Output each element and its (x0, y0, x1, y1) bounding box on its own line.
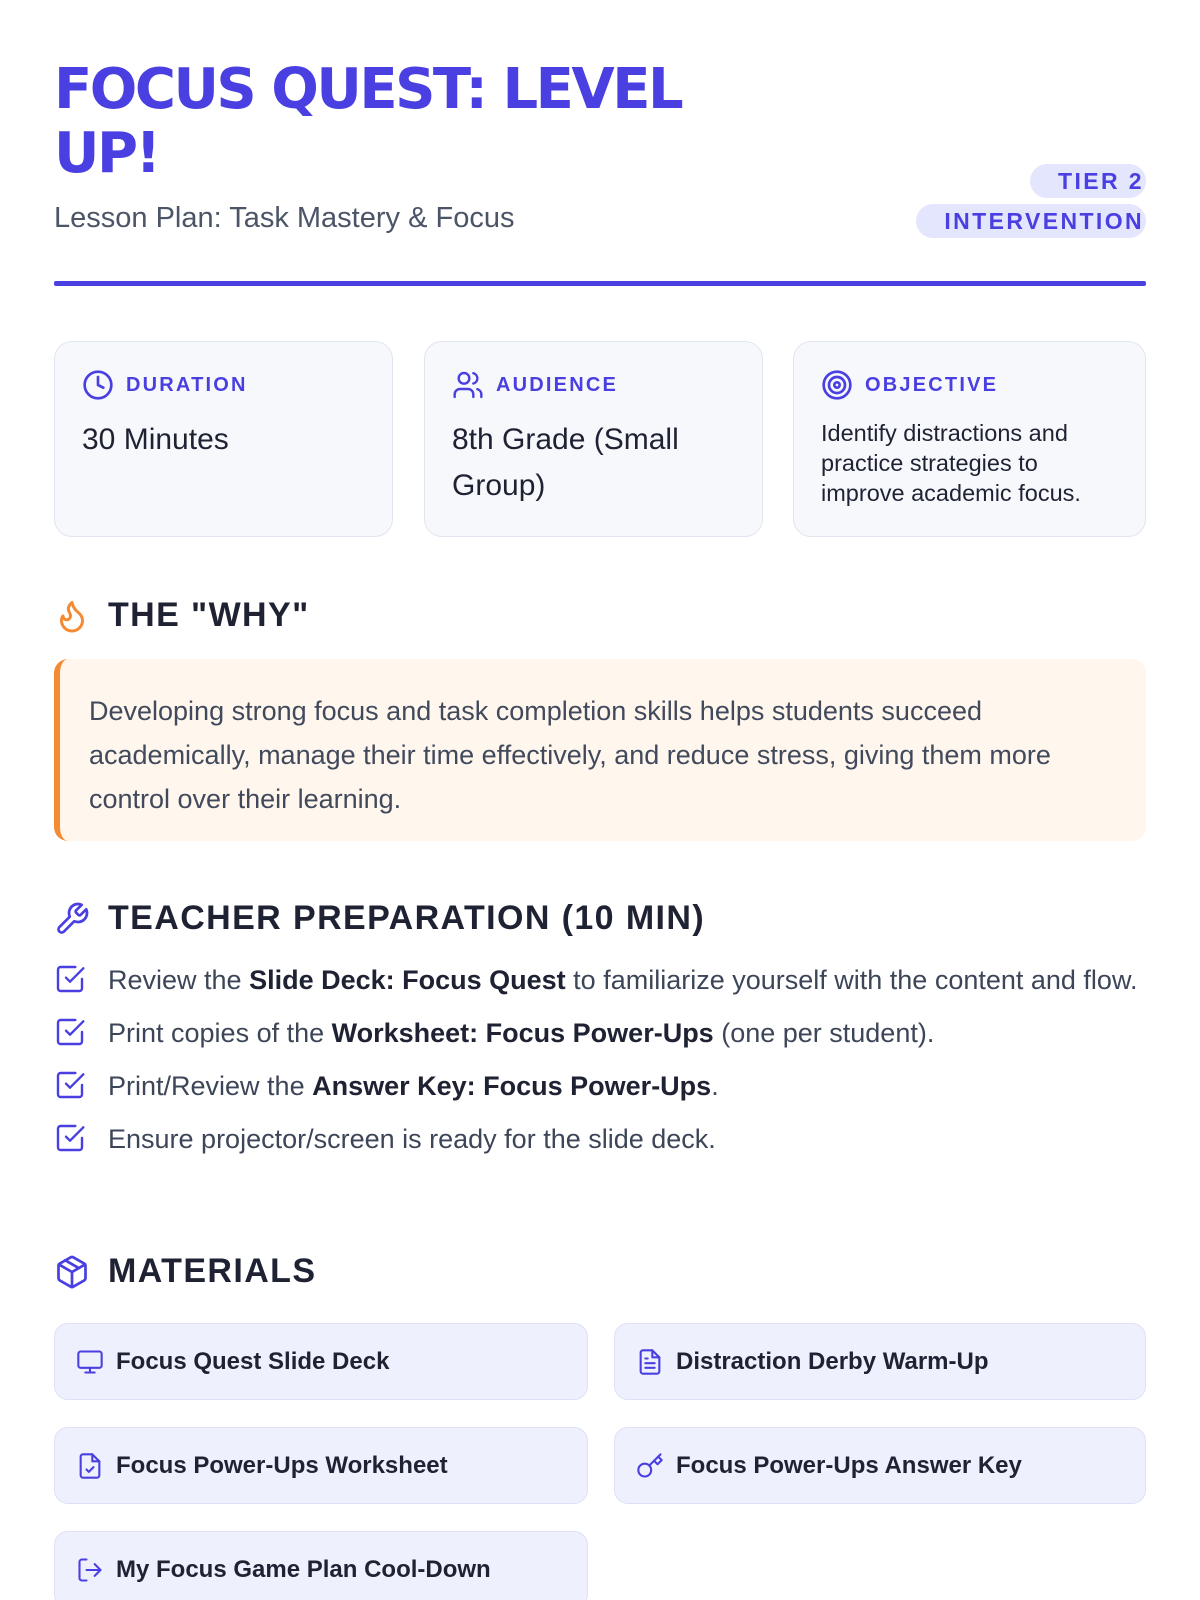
tier-badge (914, 161, 1146, 241)
document-icon (636, 1348, 664, 1376)
preparation-checklist (54, 960, 1146, 1172)
flame-icon (54, 598, 90, 634)
audience-card (424, 341, 763, 537)
checklist-item (54, 1013, 1146, 1053)
audience-label: AUDIENCE (496, 373, 619, 396)
why-heading-label: THE "WHY" (108, 596, 310, 634)
material-slide-deck[interactable] (54, 1323, 588, 1400)
page-title: FOCUS QUEST: LEVEL UP! (54, 57, 682, 186)
check-square-icon (54, 1016, 86, 1048)
clock-icon (82, 369, 114, 401)
users-icon (452, 369, 484, 401)
check-square-icon (54, 1069, 86, 1101)
material-worksheet[interactable] (54, 1427, 588, 1504)
header-divider (54, 281, 1146, 286)
key-icon (636, 1452, 664, 1480)
materials-heading-label: MATERIALS (108, 1252, 317, 1290)
checklist-item-text: Print copies of the Worksheet: Focus Power-Ups (one per student). (108, 1018, 935, 1048)
preparation-heading (54, 899, 705, 938)
wrench-icon (54, 901, 90, 937)
material-cool-down[interactable] (54, 1531, 588, 1600)
checklist-item (54, 1119, 1146, 1159)
material-label: Focus Quest Slide Deck (116, 1347, 390, 1375)
preparation-heading-label: TEACHER PREPARATION (10 MIN) (108, 899, 706, 937)
materials-heading (54, 1252, 316, 1291)
material-label: Distraction Derby Warm-Up (676, 1347, 989, 1375)
duration-card (54, 341, 393, 537)
duration-label: DURATION (126, 373, 248, 396)
material-warm-up[interactable] (614, 1323, 1146, 1400)
objective-label: OBJECTIVE (865, 373, 999, 396)
checklist-item (54, 960, 1146, 1000)
material-answer-key[interactable] (614, 1427, 1146, 1504)
monitor-icon (76, 1348, 104, 1376)
check-square-icon (54, 963, 86, 995)
checklist-item-text: Review the Slide Deck: Focus Quest to familiarize yourself with the content and flow. (108, 965, 1138, 995)
check-square-icon (54, 1122, 86, 1154)
lesson-plan-page (54, 0, 1146, 1600)
target-icon (821, 369, 853, 401)
file-check-icon (76, 1452, 104, 1480)
objective-card (793, 341, 1146, 537)
tier-badge-label: TIER 2 INTERVENTION (916, 164, 1146, 238)
why-callout (54, 659, 1146, 841)
log-out-icon (76, 1556, 104, 1584)
material-label: Focus Power-Ups Worksheet (116, 1451, 448, 1479)
audience-value: 8th Grade (Small Group) (452, 423, 679, 502)
why-heading (54, 596, 310, 635)
page-subtitle: Lesson Plan: Task Mastery & Focus (54, 202, 515, 234)
package-icon (54, 1254, 90, 1290)
material-label: My Focus Game Plan Cool-Down (116, 1555, 491, 1583)
checklist-item-text: Ensure projector/screen is ready for the slide deck. (108, 1124, 716, 1154)
objective-value: Identify distractions and practice strategies to improve academic focus. (821, 420, 1081, 506)
material-label: Focus Power-Ups Answer Key (676, 1451, 1022, 1479)
duration-value: 30 Minutes (82, 423, 229, 456)
checklist-item (54, 1066, 1146, 1106)
why-text: Developing strong focus and task completion skills helps students succeed academically, manage their time effectively, and reduce stress, giving them more control over their learning. (89, 696, 1051, 814)
checklist-item-text: Print/Review the Answer Key: Focus Power-Ups. (108, 1071, 719, 1101)
